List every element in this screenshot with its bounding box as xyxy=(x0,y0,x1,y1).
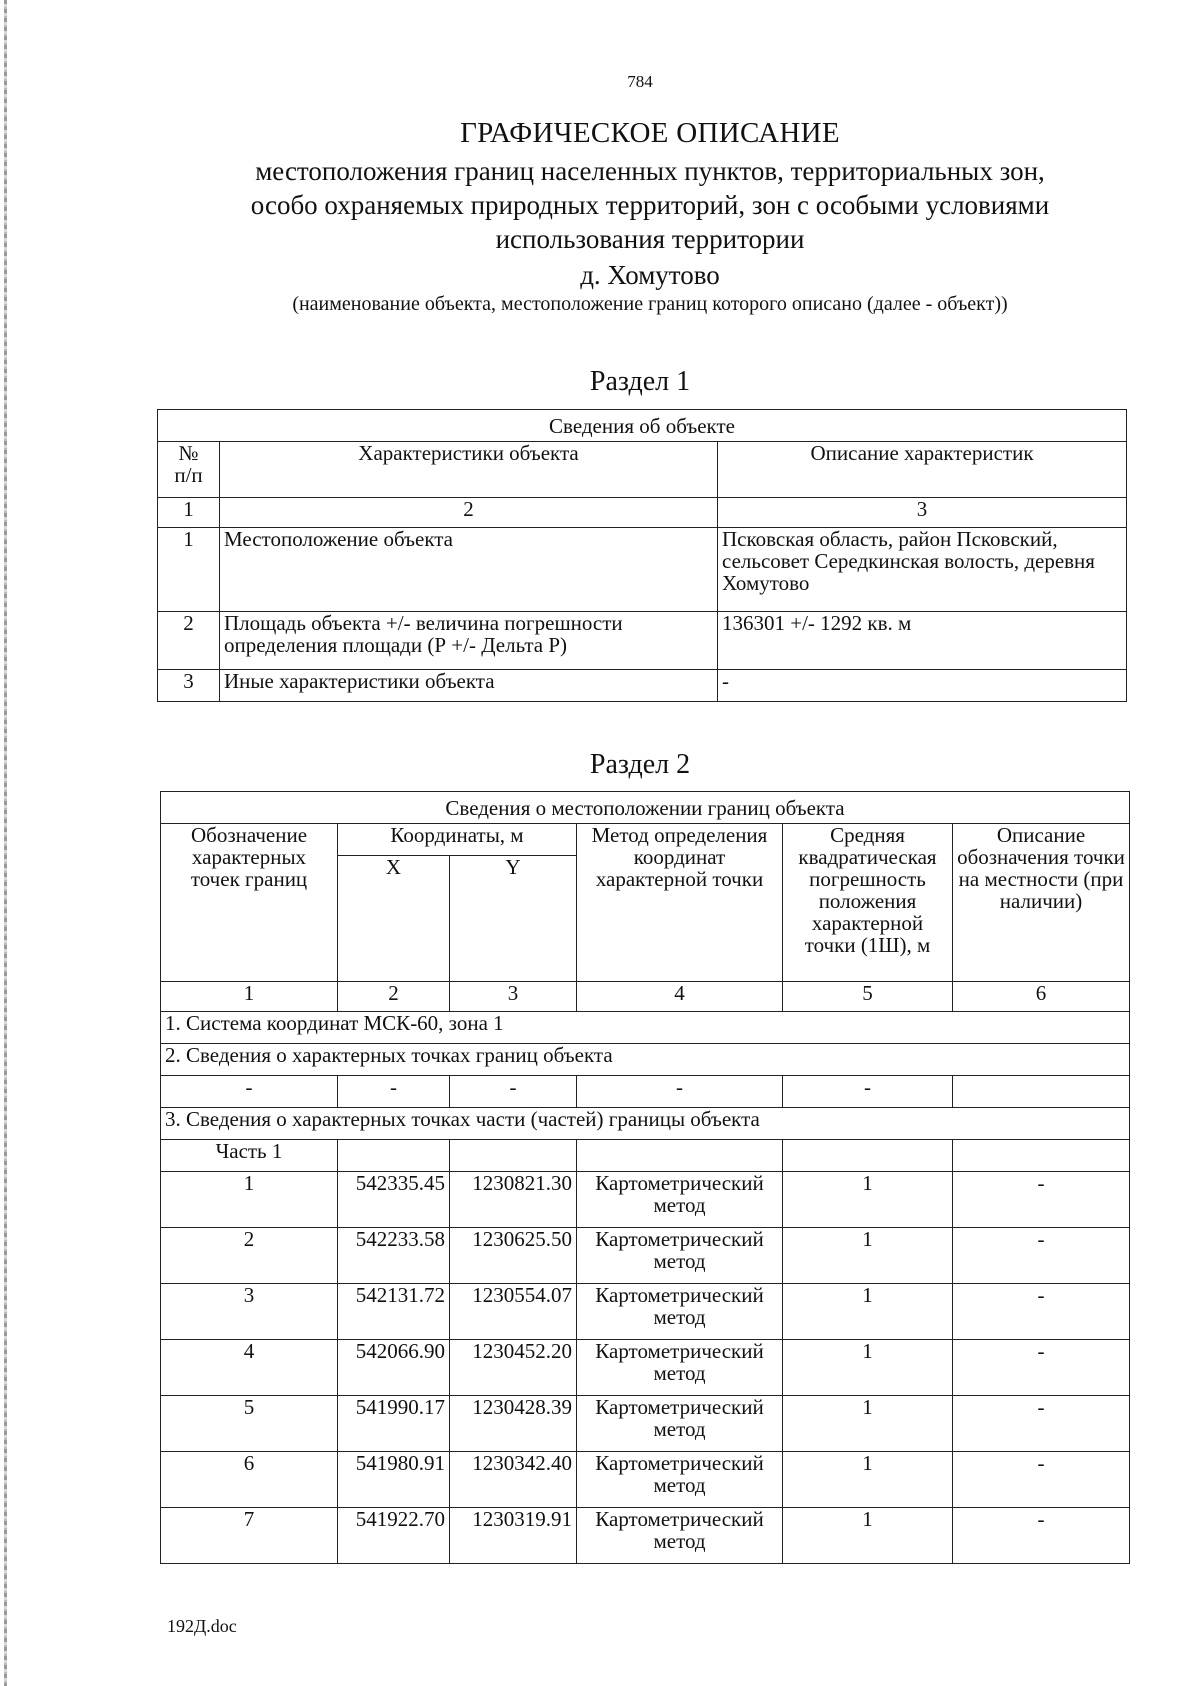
point-error: 1 xyxy=(783,1284,953,1340)
header-y: Y xyxy=(450,856,577,982)
table-row xyxy=(158,528,1127,612)
part-points-title: 3. Сведения о характерных точках части (частей) границы объекта xyxy=(161,1108,1130,1140)
point-description: - xyxy=(953,1284,1130,1340)
point-id: 3 xyxy=(161,1284,338,1340)
col-number: 1 xyxy=(158,498,220,528)
col-number: 4 xyxy=(577,982,783,1012)
cell: - xyxy=(577,1076,783,1108)
point-x: 542066.90 xyxy=(338,1340,450,1396)
row-description: 136301 +/- 1292 кв. м xyxy=(718,612,1127,670)
coord-system: 1. Система координат МСК-60, зона 1 xyxy=(161,1012,1130,1044)
section2-heading: Раздел 2 xyxy=(589,749,691,780)
point-error: 1 xyxy=(783,1396,953,1452)
header-method: Метод определения координат характерной точки xyxy=(577,824,783,982)
header-coords: Координаты, м xyxy=(338,824,577,856)
table-row xyxy=(158,612,1127,670)
point-x: 541990.17 xyxy=(338,1396,450,1452)
point-method: Картометрический метод xyxy=(577,1172,783,1228)
point-description: - xyxy=(953,1340,1130,1396)
section1-table-title: Сведения об объекте xyxy=(158,410,1127,442)
table-row xyxy=(161,1508,1130,1564)
point-description: - xyxy=(953,1172,1130,1228)
table-row xyxy=(161,1228,1130,1284)
table-row xyxy=(158,670,1127,702)
header-description: Описание обозначения точки на местности (при наличии) xyxy=(953,824,1130,982)
row-num: 3 xyxy=(158,670,220,702)
table-row xyxy=(161,1452,1130,1508)
point-y: 1230452.20 xyxy=(450,1340,577,1396)
cell: - xyxy=(450,1076,577,1108)
point-x: 542233.58 xyxy=(338,1228,450,1284)
section2-table-title: Сведения о местоположении границ объекта xyxy=(161,792,1130,824)
col-header-description: Описание характеристик xyxy=(718,442,1127,498)
point-method: Картометрический метод xyxy=(577,1396,783,1452)
point-error: 1 xyxy=(783,1172,953,1228)
cell: - xyxy=(161,1076,338,1108)
table-row xyxy=(161,1396,1130,1452)
point-error: 1 xyxy=(783,1508,953,1564)
col-number: 6 xyxy=(953,982,1130,1012)
row-characteristic: Иные характеристики объекта xyxy=(220,670,718,702)
point-method: Картометрический метод xyxy=(577,1508,783,1564)
point-id: 2 xyxy=(161,1228,338,1284)
col-header-num: № п/п xyxy=(158,442,220,498)
table-row xyxy=(161,1284,1130,1340)
row-description: Псковская область, район Псковский, сельсовет Середкинская волость, деревня Хомутово xyxy=(718,528,1127,612)
point-description: - xyxy=(953,1396,1130,1452)
point-method: Картометрический метод xyxy=(577,1340,783,1396)
section1-table xyxy=(157,409,1127,702)
point-id: 6 xyxy=(161,1452,338,1508)
col-number: 2 xyxy=(338,982,450,1012)
part-label: Часть 1 xyxy=(161,1140,338,1172)
row-characteristic: Площадь объекта +/- величина погрешности определения площади (Р +/- Дельта Р) xyxy=(220,612,718,670)
point-y: 1230625.50 xyxy=(450,1228,577,1284)
point-y: 1230554.07 xyxy=(450,1284,577,1340)
point-x: 541922.70 xyxy=(338,1508,450,1564)
row-num: 1 xyxy=(158,528,220,612)
col-number: 5 xyxy=(783,982,953,1012)
point-y: 1230428.39 xyxy=(450,1396,577,1452)
row-num: 2 xyxy=(158,612,220,670)
section2-table xyxy=(160,791,1130,1564)
document-subtitle xyxy=(150,154,1150,256)
table-row xyxy=(161,1172,1130,1228)
object-name: д. Хомутово xyxy=(580,260,720,290)
point-method: Картометрический метод xyxy=(577,1452,783,1508)
col-header-characteristic: Характеристики объекта xyxy=(220,442,718,498)
document-title: ГРАФИЧЕСКОЕ ОПИСАНИЕ xyxy=(460,117,840,149)
subtitle-line: местоположения границ населенных пунктов, территориальных зон, xyxy=(255,156,1045,186)
page-number: 784 xyxy=(627,72,653,91)
col-number: 1 xyxy=(161,982,338,1012)
point-description: - xyxy=(953,1228,1130,1284)
header-x: X xyxy=(338,856,450,982)
point-id: 5 xyxy=(161,1396,338,1452)
point-id: 4 xyxy=(161,1340,338,1396)
row-description: - xyxy=(718,670,1127,702)
header-point: Обозначение характерных точек границ xyxy=(161,824,338,982)
point-description: - xyxy=(953,1508,1130,1564)
point-x: 542131.72 xyxy=(338,1284,450,1340)
col-number: 3 xyxy=(718,498,1127,528)
cell: - xyxy=(783,1076,953,1108)
cell xyxy=(953,1076,1130,1108)
subtitle-line: особо охраняемых природных территорий, зон с особыми условиями xyxy=(250,190,1050,220)
subtitle-line: использования территории xyxy=(495,224,805,254)
point-method: Картометрический метод xyxy=(577,1284,783,1340)
scan-edge xyxy=(4,0,7,1686)
object-points-title: 2. Сведения о характерных точках границ объекта xyxy=(161,1044,1130,1076)
point-y: 1230342.40 xyxy=(450,1452,577,1508)
point-id: 7 xyxy=(161,1508,338,1564)
point-description: - xyxy=(953,1452,1130,1508)
point-x: 542335.45 xyxy=(338,1172,450,1228)
point-x: 541980.91 xyxy=(338,1452,450,1508)
footer-filename: 192Д.doc xyxy=(167,1616,237,1636)
cell: - xyxy=(338,1076,450,1108)
point-id: 1 xyxy=(161,1172,338,1228)
table-row xyxy=(161,1076,1130,1108)
table-row xyxy=(161,1340,1130,1396)
col-number: 2 xyxy=(220,498,718,528)
object-note: (наименование объекта, местоположение границ которого описано (далее - объект)) xyxy=(292,293,1008,315)
point-y: 1230319.91 xyxy=(450,1508,577,1564)
row-characteristic: Местоположение объекта xyxy=(220,528,718,612)
point-error: 1 xyxy=(783,1340,953,1396)
point-error: 1 xyxy=(783,1452,953,1508)
col-number: 3 xyxy=(450,982,577,1012)
point-method: Картометрический метод xyxy=(577,1228,783,1284)
point-y: 1230821.30 xyxy=(450,1172,577,1228)
header-error: Средняя квадратическая погрешность положения характерной точки (1Ш), м xyxy=(783,824,953,982)
section1-heading: Раздел 1 xyxy=(589,366,691,397)
point-error: 1 xyxy=(783,1228,953,1284)
